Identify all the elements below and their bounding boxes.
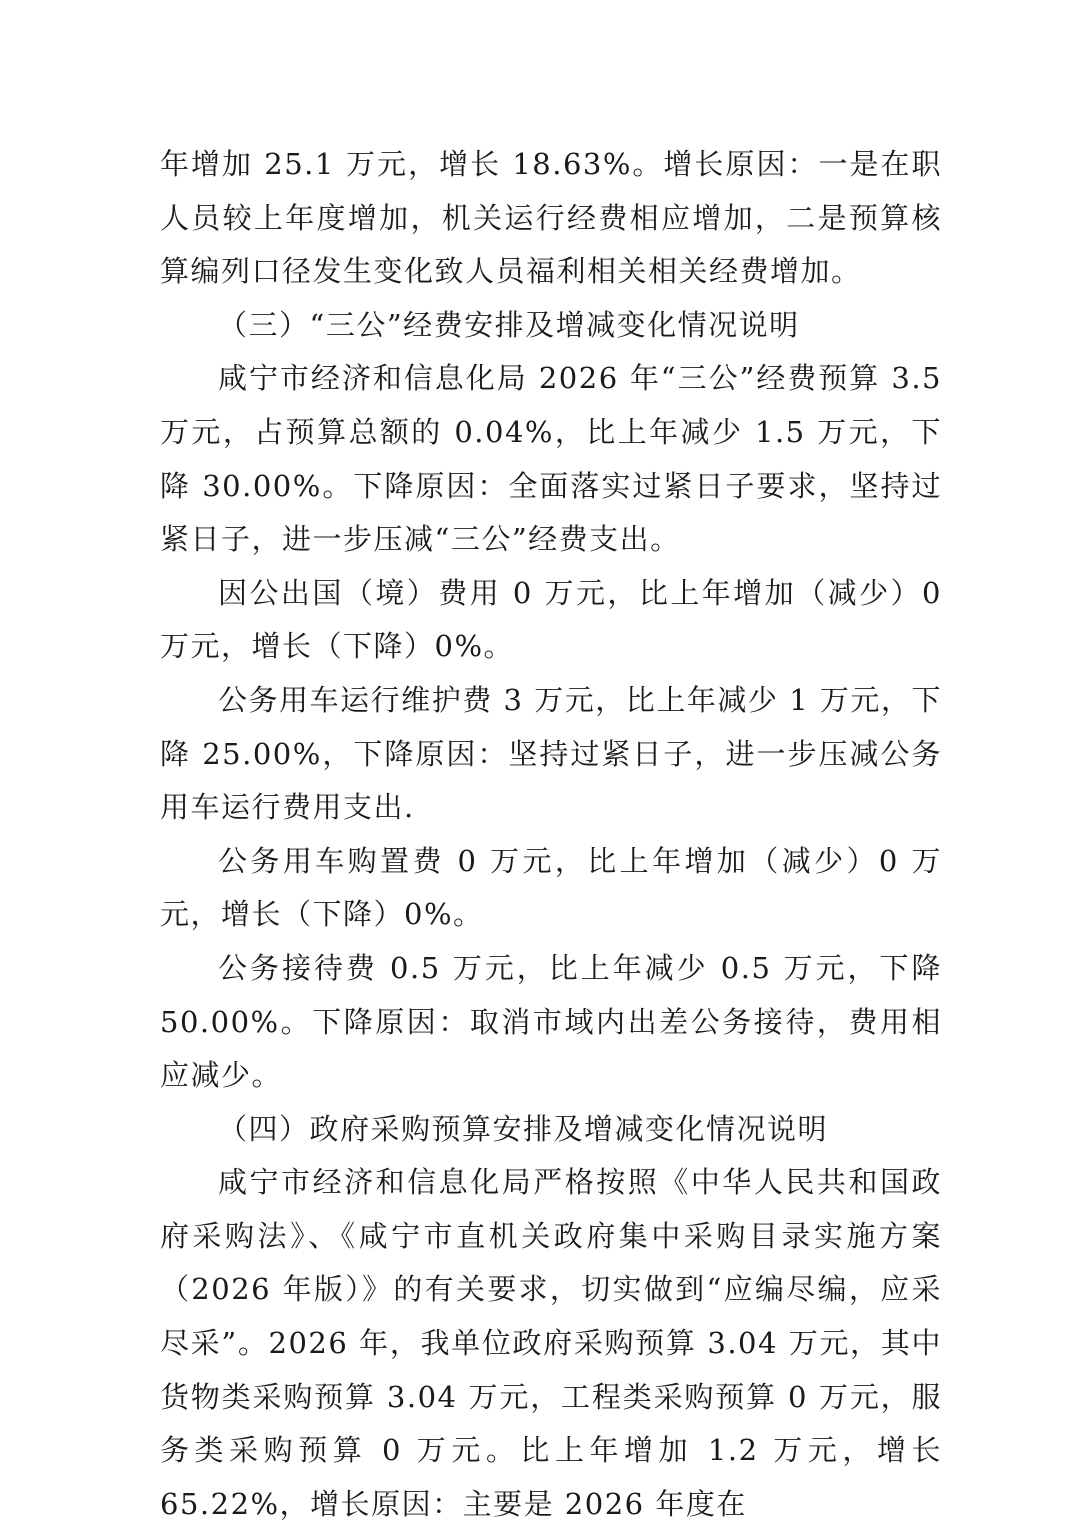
paragraph-procurement: 咸宁市经济和信息化局严格按照《中华人民共和国政府采购法》、《咸宁市直机关政府集中采购目录实施方案（2026 年版）》的有关要求，切实做到“应编尽编，应采尽采”。2026 年，我单位政府采购预算 3.04 万元，其中货物类采购预算 3.04 万元，工程类采购预算 0 万元，服务类采购预算 0 万元。比上年增加 1.2 万元，增长 65.22%，增长原因：主要是 2026 年度在 xyxy=(160,1165,942,1521)
paragraph-continuation: 年增加 25.1 万元，增长 18.63%。增长原因：一是在职人员较上年度增加，机关运行经费相应增加，二是预算核算编列口径发生变化致人员福利相关相关经费增加。 xyxy=(160,147,942,289)
paragraph-vehicle-purchase: 公务用车购置费 0 万元，比上年增加（减少）0 万元，增长（下降）0%。 xyxy=(160,843,942,932)
document-body xyxy=(160,138,942,1531)
paragraph-overseas-travel: 因公出国（境）费用 0 万元，比上年增加（减少）0 万元，增长（下降）0%。 xyxy=(160,575,942,664)
section-heading-procurement: （四）政府采购预算安排及增减变化情况说明 xyxy=(218,1111,829,1146)
section-heading-three-public: （三）“三公”经费安排及增减变化情况说明 xyxy=(218,307,800,342)
paragraph-three-public-budget: 咸宁市经济和信息化局 2026 年“三公”经费预算 3.5 万元，占预算总额的 0.04%，比上年减少 1.5 万元，下降 30.00%。下降原因：全面落实过紧日子要求，坚持过紧日子，进一步压减“三公”经费支出。 xyxy=(160,361,942,557)
paragraph-vehicle-maintenance: 公务用车运行维护费 3 万元，比上年减少 1 万元，下降 25.00%，下降原因：坚持过紧日子，进一步压减公务用车运行费用支出. xyxy=(160,682,942,825)
paragraph-reception: 公务接待费 0.5 万元，比上年减少 0.5 万元，下降 50.00%。下降原因：取消市域内出差公务接待，费用相应减少。 xyxy=(160,950,942,1093)
